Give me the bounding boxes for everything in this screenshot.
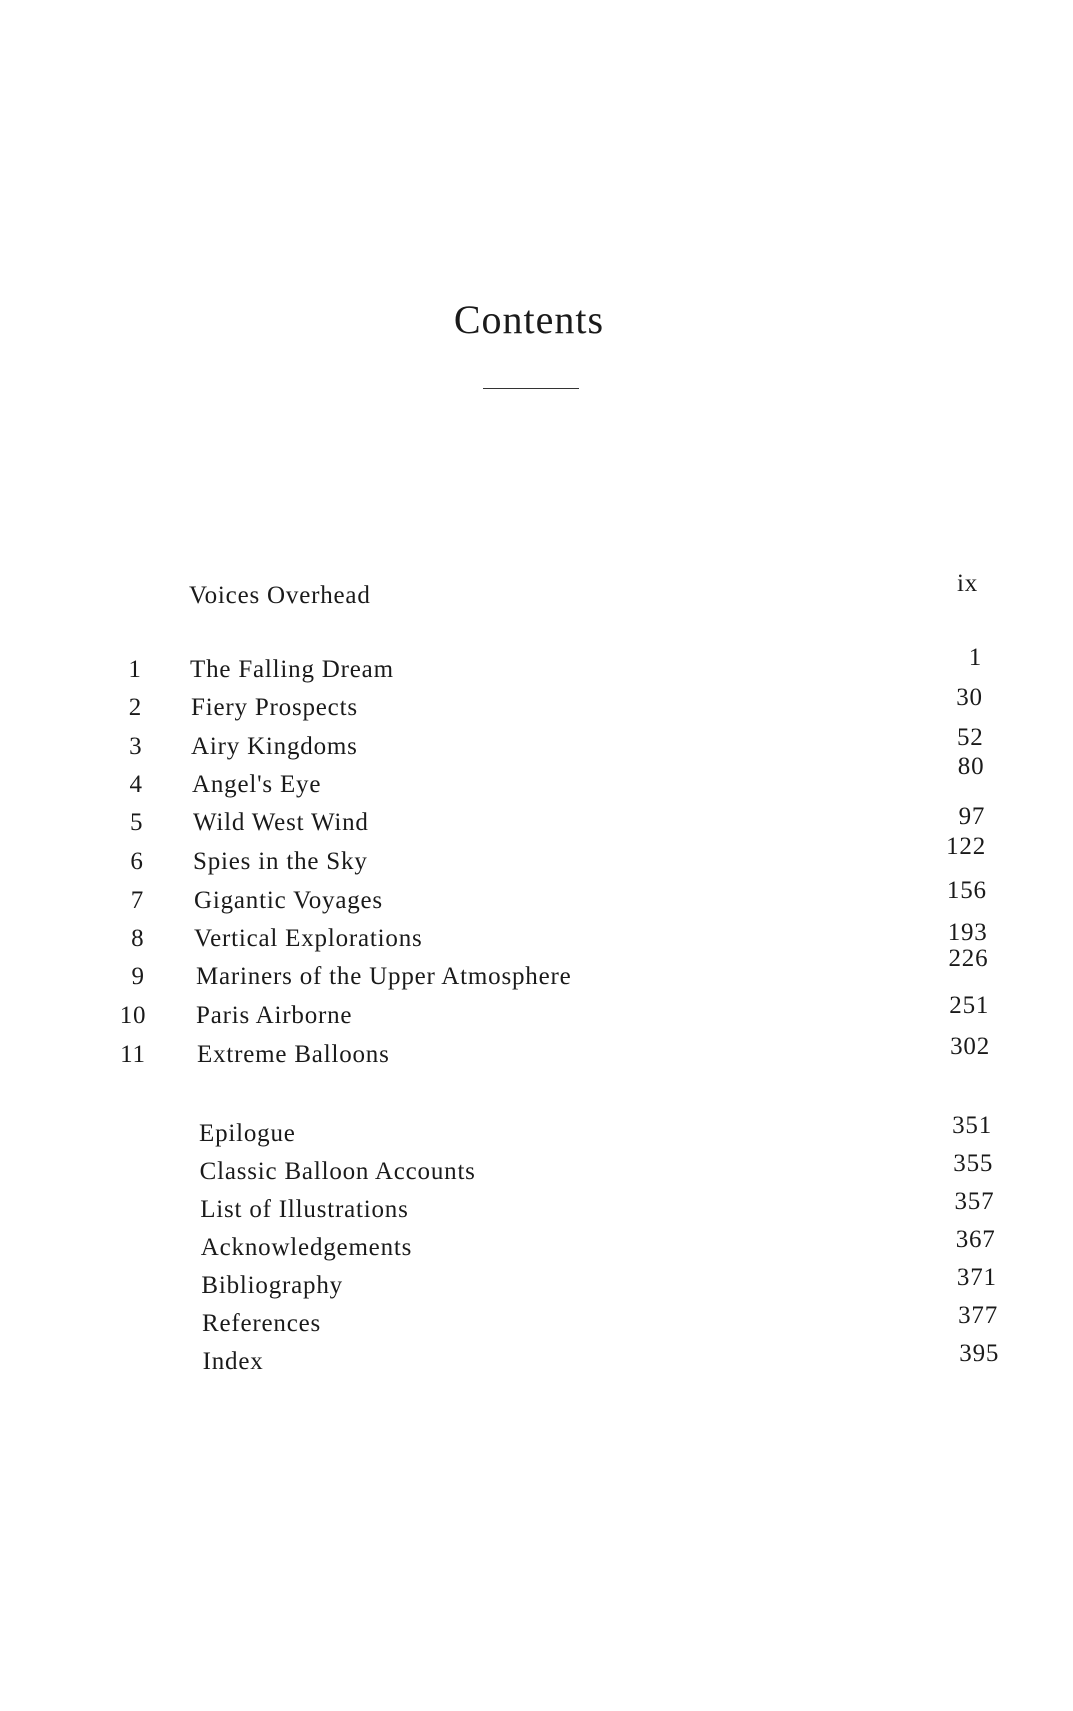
chapter-title: Wild West Wind	[193, 809, 369, 836]
toc-entry-prelim	[0, 570, 1073, 612]
chapter-page: 302	[950, 1033, 990, 1060]
toc-entry-back-matter	[0, 1302, 1073, 1340]
back-matter-page: 377	[958, 1302, 998, 1329]
back-matter-title: Bibliography	[201, 1272, 343, 1299]
back-matter-page: 395	[959, 1340, 1000, 1367]
chapter-title: Paris Airborne	[196, 1002, 353, 1029]
toc-entry-back-matter	[0, 1340, 1073, 1378]
chapter-number: 8	[131, 925, 145, 952]
chapter-title: Spies in the Sky	[193, 848, 368, 875]
chapter-page: 1	[968, 644, 982, 671]
chapter-title: Fiery Prospects	[191, 694, 358, 721]
chapter-number: 3	[129, 733, 143, 760]
chapter-page: 226	[948, 945, 989, 972]
toc-entry-chapter	[0, 992, 1073, 1032]
chapter-number: 1	[128, 656, 142, 683]
back-matter-title: Acknowledgements	[200, 1234, 413, 1261]
chapter-title: Extreme Balloons	[197, 1041, 390, 1068]
chapter-page: 122	[946, 833, 986, 860]
toc-entry-chapter	[0, 833, 1073, 878]
chapter-page: 80	[957, 753, 985, 780]
title-rule	[483, 388, 579, 389]
chapter-number: 7	[130, 887, 145, 914]
chapter-page: 251	[949, 992, 990, 1019]
chapter-number: 4	[129, 771, 143, 798]
chapter-title: Airy Kingdoms	[191, 733, 358, 760]
back-matter-page: 371	[956, 1264, 997, 1291]
back-matter-title: References	[202, 1310, 322, 1337]
toc-entry-chapter	[0, 753, 1073, 801]
toc-entry-chapter	[0, 684, 1073, 724]
back-matter-page: 351	[952, 1112, 992, 1139]
chapter-title: Mariners of the Upper Atmosphere	[196, 963, 572, 990]
back-matter-page: 367	[955, 1226, 996, 1253]
chapter-number: 10	[119, 1002, 147, 1029]
page-title: Contents	[453, 297, 605, 342]
entry-title: Voices Overhead	[189, 582, 371, 609]
back-matter-title: Classic Balloon Accounts	[199, 1158, 476, 1185]
chapter-title: Vertical Explorations	[194, 925, 423, 952]
toc-entry-chapter	[0, 1033, 1073, 1071]
chapter-number: 9	[131, 963, 145, 990]
chapter-number: 2	[128, 694, 143, 721]
toc-entry-back-matter	[0, 1188, 1073, 1226]
back-matter-page: 357	[954, 1188, 995, 1215]
chapter-title: Angel's Eye	[192, 771, 322, 798]
chapter-number: 6	[130, 848, 144, 875]
toc-entry-back-matter	[0, 1264, 1073, 1302]
toc-entry-back-matter	[0, 1150, 1073, 1188]
chapter-page: 156	[946, 877, 987, 904]
chapter-number: 5	[129, 809, 144, 836]
chapter-page: 97	[958, 803, 986, 830]
chapter-title: Gigantic Voyages	[194, 887, 383, 914]
toc-entry-chapter	[0, 877, 1073, 917]
chapter-number: 11	[120, 1041, 146, 1068]
toc-entry-chapter	[0, 644, 1073, 686]
toc-entry-back-matter	[0, 1226, 1073, 1264]
chapter-title: The Falling Dream	[190, 656, 394, 683]
toc-entry-back-matter	[0, 1112, 1073, 1150]
chapter-page: 52	[956, 724, 984, 751]
back-matter-title: Index	[202, 1348, 264, 1375]
chapter-page: 193	[947, 919, 988, 946]
toc-entry-chapter	[0, 945, 1073, 993]
back-matter-page: 355	[953, 1150, 994, 1177]
chapter-page: 30	[956, 684, 983, 711]
entry-page: ix	[956, 570, 978, 597]
back-matter-title: Epilogue	[199, 1120, 296, 1147]
back-matter-title: List of Illustrations	[200, 1196, 409, 1223]
